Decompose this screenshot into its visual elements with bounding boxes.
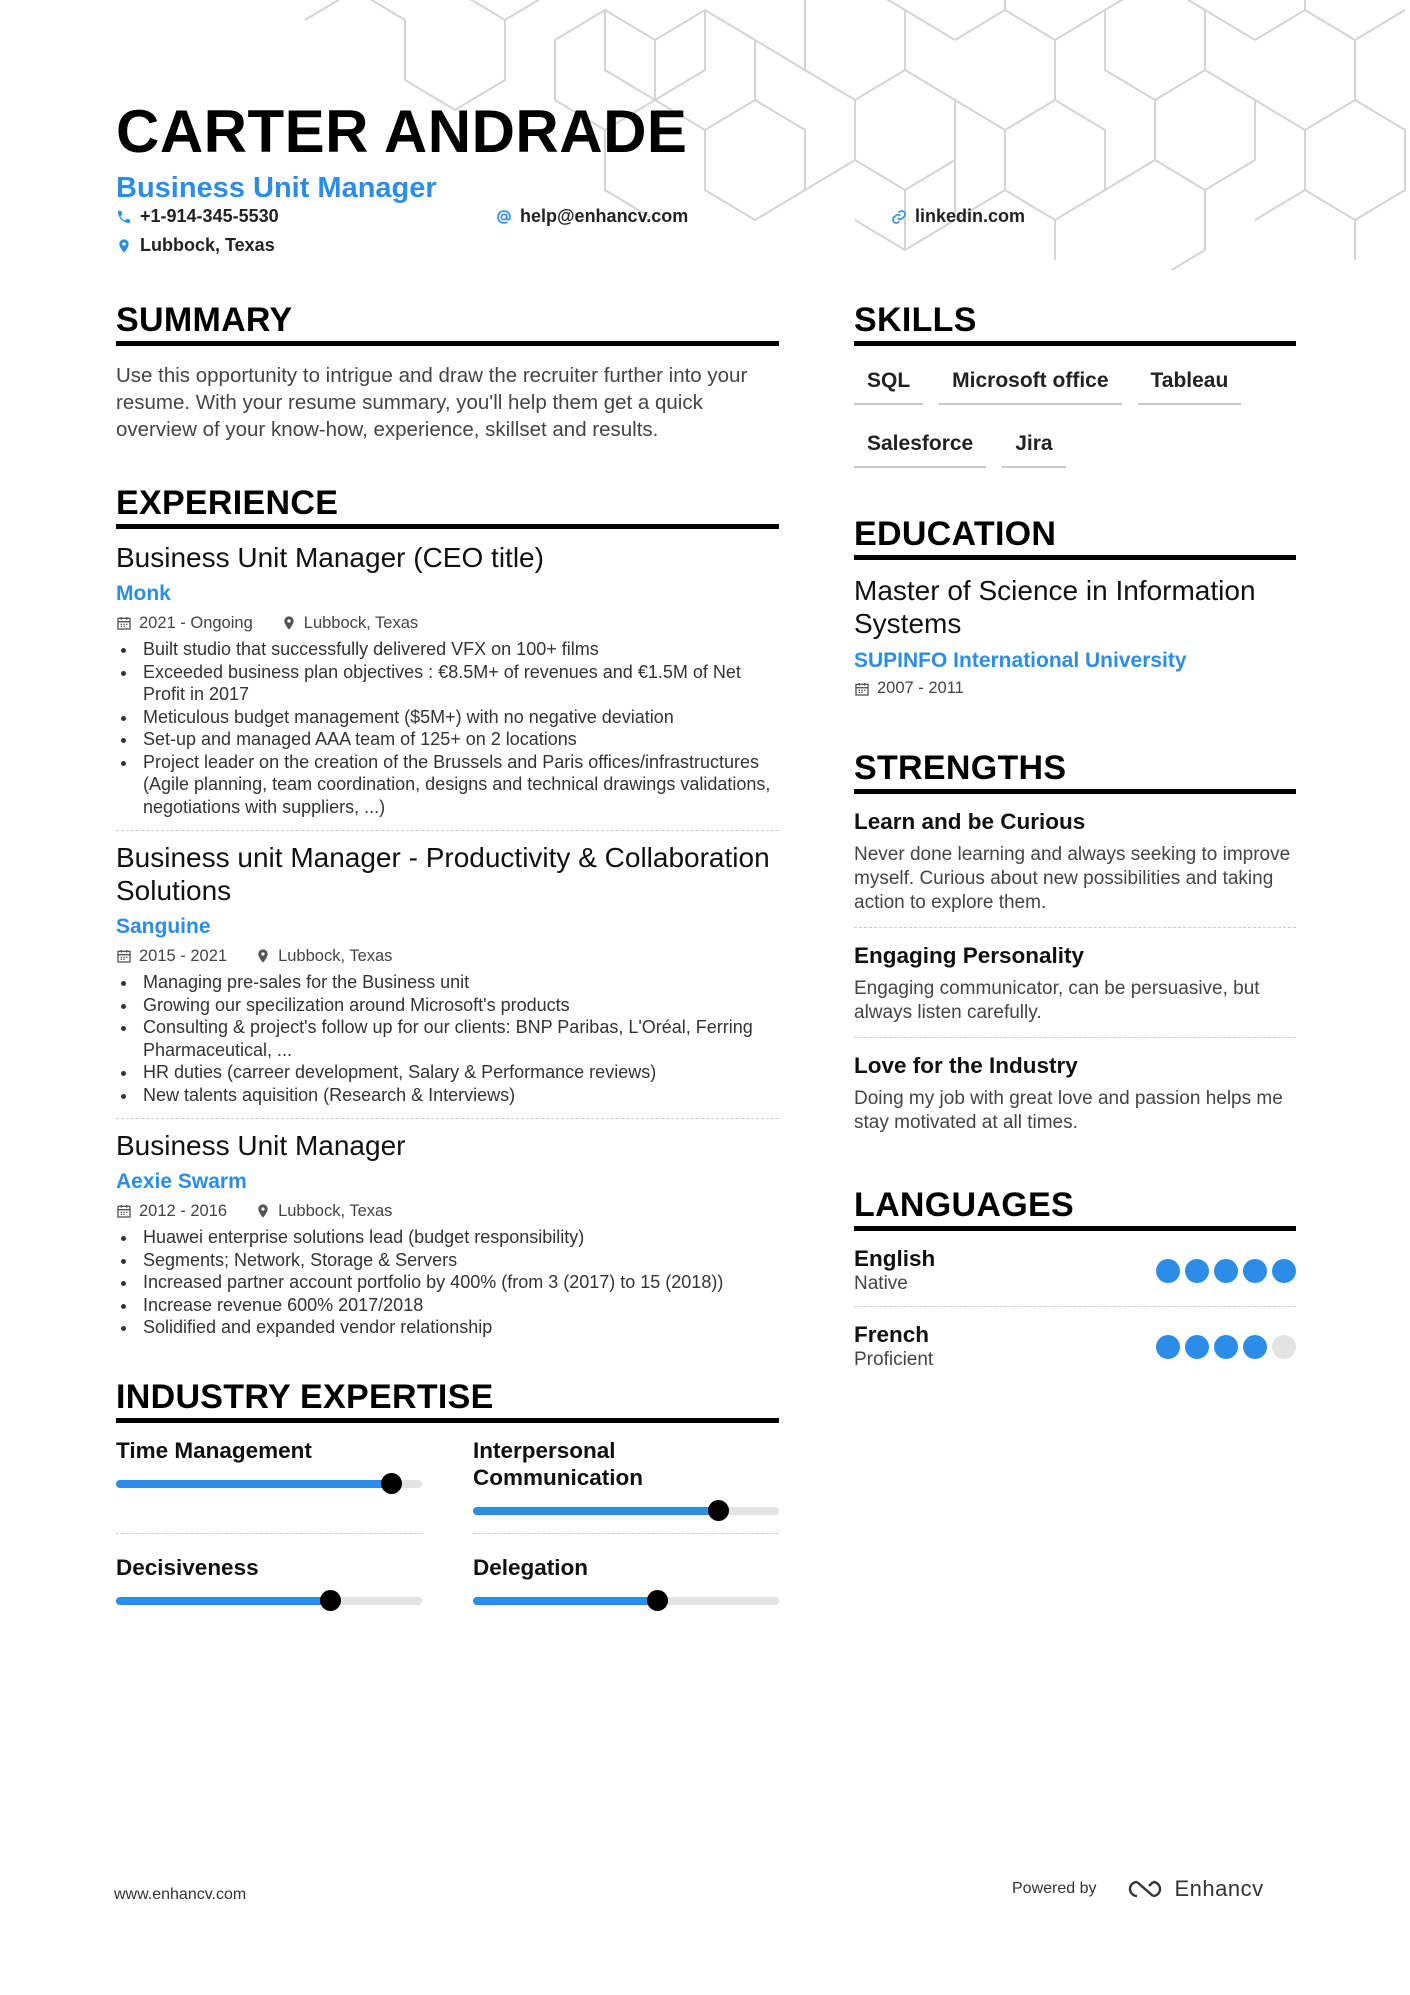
email-contact[interactable] — [496, 206, 688, 227]
contact-info — [116, 206, 1316, 266]
skills-list — [854, 368, 1296, 494]
phone-text: +1-914-345-5530 — [140, 206, 279, 226]
bullet-item: Increased partner account portfolio by 400% (from 3 (2017) to 15 (2018)) — [116, 1271, 779, 1294]
strength-item — [854, 942, 1296, 1038]
degree-title: Master of Science in Information Systems — [854, 575, 1256, 639]
job-meta — [116, 1200, 779, 1222]
right-column — [854, 300, 1296, 1382]
job-title: Business Unit Manager — [116, 1130, 406, 1161]
language-rating — [1156, 1335, 1296, 1359]
job-bullets — [116, 638, 779, 818]
education-dates — [854, 679, 1296, 698]
expertise-heading: INDUSTRY EXPERTISE — [116, 1377, 779, 1423]
enhancv-logo-icon — [1123, 1877, 1167, 1901]
job-bullets — [116, 1226, 779, 1339]
job-bullets — [116, 971, 779, 1106]
skills-heading: SKILLS — [854, 300, 1296, 346]
bullet-item: Segments; Network, Storage & Servers — [116, 1249, 779, 1272]
language-item — [854, 1231, 1296, 1307]
experience-list — [116, 541, 779, 1351]
strength-item — [854, 1052, 1296, 1147]
phone-icon — [116, 209, 132, 225]
bullet-item: Increase revenue 600% 2017/2018 — [116, 1294, 779, 1317]
job-location: Lubbock, Texas — [278, 1202, 393, 1220]
bullet-item: Project leader on the creation of the Brussels and Paris offices/infrastructures (Agile planning, team coordination, designs and technical drawings validations, negotiations with suppliers, ...) — [116, 751, 779, 819]
rating-dot — [1185, 1335, 1209, 1359]
skill-tag: SQL — [854, 368, 923, 405]
rating-dot — [1243, 1259, 1267, 1283]
bullet-item: Growing our specilization around Microsoft's products — [116, 994, 779, 1017]
expertise-item — [473, 1554, 779, 1623]
expertise-fill — [473, 1597, 657, 1605]
experience-item — [116, 1129, 779, 1351]
rating-dot — [1156, 1259, 1180, 1283]
rating-dot — [1272, 1259, 1296, 1283]
language-level: Proficient — [854, 1349, 934, 1370]
bullet-item: Consulting & project's follow up for our clients: BNP Paribas, L'Oréal, Ferring Pharmaceutical, ... — [116, 1016, 779, 1061]
expertise-knob — [381, 1473, 402, 1494]
left-column — [116, 300, 779, 1623]
languages-heading: LANGUAGES — [854, 1185, 1296, 1231]
skill-tag: Tableau — [1138, 368, 1242, 405]
job-meta — [116, 612, 779, 634]
footer-website[interactable]: www.enhancv.com — [114, 1886, 247, 1903]
company-name: Sanguine — [116, 915, 211, 938]
bullet-item: Exceeded business plan objectives : €8.5M+ of revenues and €1.5M of Net Profit in 2017 — [116, 661, 779, 706]
bullet-item: Managing pre-sales for the Business unit — [116, 971, 779, 994]
email-text: help@enhancv.com — [520, 206, 689, 226]
summary-text: Use this opportunity to intrigue and draw the recruiter further into your resume. With your resume summary, you'll help them get a quick overview of your know-how, experience, skillset and results. — [116, 364, 748, 441]
language-item — [854, 1307, 1296, 1382]
location-pin-icon — [255, 948, 271, 964]
language-name: English — [854, 1246, 936, 1271]
calendar-icon — [116, 615, 132, 631]
link-icon — [891, 209, 907, 225]
expertise-fill — [116, 1480, 391, 1488]
language-level: Native — [854, 1273, 908, 1294]
summary-heading: SUMMARY — [116, 300, 779, 346]
languages-list — [854, 1231, 1296, 1382]
candidate-name: CARTER ANDRADE — [116, 98, 688, 165]
resume-header — [116, 98, 687, 206]
expertise-fill — [116, 1597, 330, 1605]
experience-item — [116, 841, 779, 1119]
skill-tag: Salesforce — [854, 431, 986, 468]
strength-desc: Never done learning and always seeking to improve myself. Curious about new possibilities and taking action to explore them. — [854, 844, 1291, 913]
strengths-heading: STRENGTHS — [854, 748, 1296, 794]
calendar-icon — [116, 948, 132, 964]
bullet-item: Set-up and managed AAA team of 125+ on 2 locations — [116, 728, 779, 751]
education-date-text: 2007 - 2011 — [877, 679, 964, 697]
rating-dot — [1243, 1335, 1267, 1359]
strengths-list — [854, 808, 1296, 1147]
expertise-slider — [116, 1480, 422, 1488]
location-text: Lubbock, Texas — [140, 235, 275, 255]
job-location: Lubbock, Texas — [303, 614, 419, 632]
strength-desc: Engaging communicator, can be persuasive, but always listen carefully. — [854, 978, 1260, 1023]
expertise-slider — [116, 1597, 422, 1605]
bullet-item: Meticulous budget management ($5M+) with no negative deviation — [116, 706, 779, 729]
job-title: Business unit Manager - Productivity & Collaboration Solutions — [116, 842, 770, 906]
experience-item — [116, 541, 779, 831]
at-sign-icon — [496, 209, 512, 225]
expertise-knob — [647, 1590, 668, 1611]
bullet-item: Solidified and expanded vendor relationship — [116, 1316, 779, 1339]
skill-tag: Microsoft office — [939, 368, 1121, 405]
footer-branding — [1012, 1876, 1264, 1902]
divider — [116, 1533, 422, 1534]
enhancv-brand: Enhancv — [1174, 1876, 1264, 1901]
bullet-item: New talents aquisition (Research & Interviews) — [116, 1084, 779, 1107]
bullet-item: HR duties (carreer development, Salary & Performance reviews) — [116, 1061, 779, 1084]
location-pin-icon — [116, 238, 132, 254]
language-rating — [1156, 1259, 1296, 1283]
rating-dot — [1272, 1335, 1296, 1359]
website-contact[interactable] — [891, 206, 1025, 227]
strength-title: Learn and be Curious — [854, 809, 1086, 834]
skill-tag: Jira — [1002, 431, 1065, 468]
website-text: linkedin.com — [915, 206, 1026, 226]
powered-by-text: Powered by — [1012, 1880, 1097, 1897]
job-dates: 2021 - Ongoing — [139, 614, 253, 632]
expertise-knob — [320, 1590, 341, 1611]
expertise-knob — [708, 1500, 729, 1521]
divider — [473, 1533, 779, 1534]
rating-dot — [1214, 1335, 1238, 1359]
expertise-grid — [116, 1437, 779, 1623]
education-heading: EDUCATION — [854, 514, 1296, 560]
strength-item — [854, 808, 1296, 928]
job-meta — [116, 945, 779, 967]
expertise-name: Decisiveness — [116, 1554, 259, 1580]
job-dates: 2012 - 2016 — [139, 1202, 228, 1220]
expertise-slider — [473, 1597, 779, 1605]
expertise-slider — [473, 1507, 779, 1515]
rating-dot — [1185, 1259, 1209, 1283]
language-name: French — [854, 1322, 930, 1347]
school-name: SUPINFO International University — [854, 649, 1187, 672]
rating-dot — [1214, 1259, 1238, 1283]
expertise-name: Delegation — [473, 1554, 589, 1580]
job-title: Business Unit Manager (CEO title) — [116, 542, 544, 573]
calendar-icon — [854, 681, 870, 697]
company-name: Monk — [116, 582, 171, 605]
location-pin-icon — [281, 615, 297, 631]
expertise-fill — [473, 1507, 718, 1515]
experience-heading: EXPERIENCE — [116, 483, 779, 529]
expertise-item — [116, 1437, 422, 1533]
expertise-item — [116, 1554, 422, 1623]
job-location: Lubbock, Texas — [278, 947, 393, 965]
bullet-item: Built studio that successfully delivered VFX on 100+ films — [116, 638, 779, 661]
company-name: Aexie Swarm — [116, 1170, 247, 1193]
calendar-icon — [116, 1203, 132, 1219]
candidate-title: Business Unit Manager — [116, 172, 437, 204]
strength-title: Engaging Personality — [854, 943, 1085, 968]
strength-title: Love for the Industry — [854, 1053, 1078, 1078]
expertise-name: Time Management — [116, 1437, 312, 1463]
phone-contact[interactable] — [116, 206, 279, 227]
strength-desc: Doing my job with great love and passion helps me stay motivated at all times. — [854, 1088, 1283, 1133]
location-contact — [116, 235, 275, 256]
expertise-item — [473, 1437, 779, 1533]
rating-dot — [1156, 1335, 1180, 1359]
location-pin-icon — [255, 1203, 271, 1219]
expertise-name: Interpersonal Communication — [473, 1437, 644, 1490]
job-dates: 2015 - 2021 — [139, 947, 228, 965]
bullet-item: Huawei enterprise solutions lead (budget responsibility) — [116, 1226, 779, 1249]
